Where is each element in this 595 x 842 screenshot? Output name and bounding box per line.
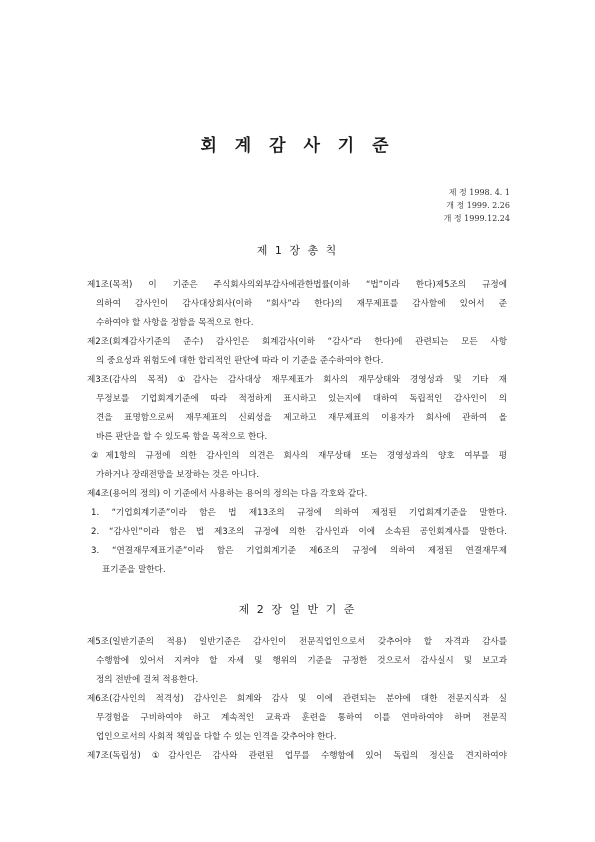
article-1-line-2: 의하여 감사인이 감사대상회사(이하 “회사”라 한다)의 재무제표를 감사함에 있어서 준 [96,299,507,309]
article-6-line-1: 제6조(감사인의 적격성) 감사인은 회계와 감사 및 이에 관련되는 분야에 대한 전문지식과 실 [87,694,507,704]
article-4-item-1: 1. “기업회계기준”이라 함은 법 제13조의 규정에 의하여 제정된 기업회계기준을 말한다. [91,508,507,518]
revision-enacted: 제 정 1998. 4. 1 [448,188,510,197]
article-3-line-3: 견을 표명함으로써 재무제표의 신뢰성을 제고하고 재무제표의 이용자가 회사에 관하여 올 [96,413,507,423]
document-title: 회 계 감 사 기 준 [200,136,395,156]
article-6-line-2: 무경험을 구비하여야 하고 계속적인 교육과 훈련을 통하여 이를 연마하여야 하며 전문직 [96,713,507,723]
article-4-item-2: 2. “감사인”이라 함은 법 제3조의 규정에 의한 감사인과 이에 소속된 공인회계사를 말한다. [91,527,507,537]
article-6-line-3: 업인으로서의 사회적 책임을 다할 수 있는 인격을 갖추어야 한다. [96,732,337,742]
chapter-1-heading: 제 1 장 총 칙 [256,244,339,257]
article-4-item-3-line-1: 3. “연결재무제표기준”이라 함은 기업회계기준 제6조의 규정에 의하여 제정된 연결재무제 [91,546,507,556]
article-3-para-2-line-2: 가하거나 장래전망을 보장하는 것은 아니다. [96,470,260,480]
revision-amended-2: 개 정 1999.12.24 [443,214,510,223]
article-5-line-3: 정의 전반에 걸쳐 적용한다. [96,675,199,685]
article-3-para-2-line-1: ②제1항의 규정에 의한 감사인의 의견은 회사의 재무상태 또는 경영성과의 양호 여부를 평 [91,451,507,461]
article-2-line-1: 제2조(회계감사기준의 준수) 감사인은 회계감사(이하 “감사”라 한다)에 관련되는 모든 사항 [87,337,507,347]
article-4-line-1: 제4조(용어의 정의) 이 기준에서 사용하는 용어의 정의는 다음 각호와 같다. [87,489,368,499]
article-3-line-1: 제3조(감사의 목적) ①감사는 감사대상 재무제표가 회사의 재무상태와 경영성과 및 기타 재 [87,375,507,385]
revision-amended-1: 개 정 1999. 2.26 [446,201,510,210]
article-1-line-3: 수하여야 할 사항을 정함을 목적으로 한다. [96,318,254,328]
article-5-line-2: 수행함에 있어서 지켜야 할 자세 및 행위의 기준을 규정한 것으로서 감사실시 및 보고과 [96,656,507,666]
article-3-line-4: 바른 판단을 할 수 있도록 함을 목적으로 한다. [96,432,268,442]
chapter-2-heading: 제 2 장 일 반 기 준 [238,603,357,616]
article-3-line-2: 무정보를 기업회계기준에 따라 적정하게 표시하고 있는지에 대하여 독립적인 감사인이 의 [96,394,507,404]
article-7-line-1: 제7조(독립성) ①감사인은 감사와 관련된 업무를 수행함에 있어 독립의 정신을 견지하여야 [87,751,507,761]
article-2-line-2: 의 중요성과 위험도에 대한 합리적인 판단에 따라 이 기준을 준수하여야 한다. [96,356,384,366]
article-1-line-1: 제1조(목적) 이 기준은 주식회사의외부감사에관한법률(이하 “법”이라 한다)제5조의 규정에 [87,280,507,290]
article-5-line-1: 제5조(일반기준의 적용) 일반기준은 감사인이 전문직업인으로서 갖추어야 할 자격과 감사를 [87,637,507,647]
article-4-item-3-line-2: 표기준을 말한다. [102,565,166,575]
